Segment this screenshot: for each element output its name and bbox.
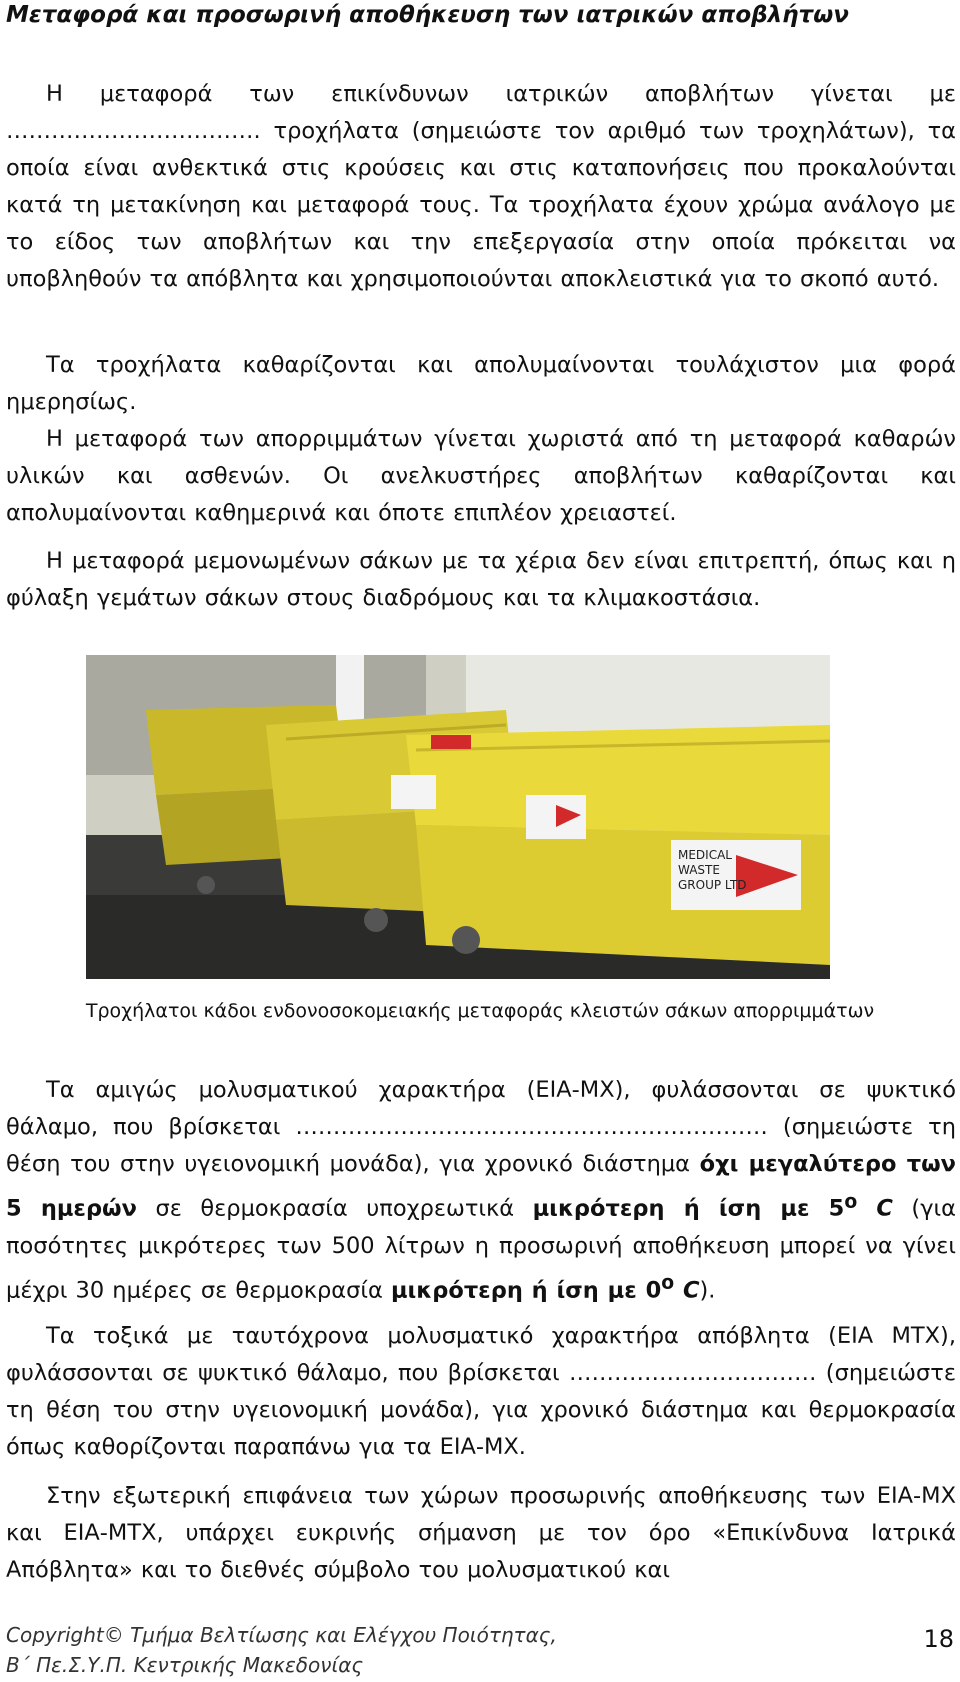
paragraph-signage: Στην εξωτερική επιφάνεια των χώρων προσωρινής αποθήκευσης των ΕΙΑ-ΜΧ και ΕΙΑ-ΜΤΧ, υπάρχει ευκρινής σήμανση με τον όρο «Επικίνδυνα Ιατρικά Απόβλητα» και το διεθνές σύμβολο του μολυσματικού και bbox=[6, 1483, 956, 1583]
bin-label-line3: GROUP LTD bbox=[678, 878, 747, 892]
figure-caption: Τροχήλατοι κάδοι ενδονοσοκομειακής μεταφοράς κλειστών σάκων απορριμμάτων bbox=[85, 1000, 875, 1022]
bin-label-line1: MEDICAL bbox=[678, 848, 732, 862]
footer-line-2: Β΄ Πε.Σ.Υ.Π. Κεντρικής Μακεδονίας bbox=[6, 1653, 364, 1677]
footer-line-1: Copyright© Τμήμα Βελτίωσης και Ελέγχου Ποιότητας, bbox=[6, 1623, 557, 1647]
waste-bins-photo bbox=[86, 655, 830, 979]
footer-copyright bbox=[6, 1620, 557, 1680]
paragraph-infectious-storage: Τα αμιγώς μολυσματικού χαρακτήρα (ΕΙΑ-ΜΧ), φυλάσσονται σε ψυκτικό θάλαμο, που βρίσκεται ……………………………………………………… (σημειώστε τη θέση του στην υγειονομική μονάδα), για χρονικό διάστημα όχι μεγαλύτερο των 5 ημερών σε θερμοκρασία υποχρεωτικά μικρότερη ή ίση με $5^o$ C (για ποσότητες μικρότερες των 500 λίτρων η προσωρινή αποθήκευση μπορεί να γίνει μέχρι 30 ημέρες σε θερμοκρασία μικρότερη ή ίση με $0^o$ C). bbox=[6, 1077, 956, 1303]
page-title: Μεταφορά και προσωρινή αποθήκευση των ιατρικών αποβλήτων bbox=[6, 2, 849, 28]
paragraph-transport: Η μεταφορά των επικίνδυνων ιατρικών αποβλήτων γίνεται με ……………………………. τροχήλατα (σημειώστε τον αριθμό των τροχηλάτων), τα οποία είναι ανθεκτικά στις κρούσεις και στις καταπονήσεις που προκαλούνται κατά τη μετακίνηση και μεταφορά τους. Τα τροχήλατα έχουν χρώμα ανάλογο με το είδος των αποβλήτων και την επεξεργασία στην οποία πρόκειται να υποβληθούν τα απόβλητα και χρησιμοποιούνται αποκλειστικά για το σκοπό αυτό. bbox=[6, 81, 956, 292]
paragraph-manual-transport: Η μεταφορά μεμονωμένων σάκων με τα χέρια δεν είναι επιτρεπτή, όπως και η φύλαξη γεμάτων σάκων στους διαδρόμους και τα κλιμακοστάσια. bbox=[6, 548, 956, 611]
paragraph-cleaning: Τα τροχήλατα καθαρίζονται και απολυμαίνονται τουλάχιστον μια φορά ημερησίως. bbox=[6, 352, 956, 415]
page-number: 18 bbox=[923, 1625, 954, 1653]
bin-label-line2: WASTE bbox=[678, 863, 720, 877]
paragraph-separate-transport: Η μεταφορά των απορριμμάτων γίνεται χωριστά από τη μεταφορά καθαρών υλικών και ασθενών. Οι ανελκυστήρες αποβλήτων καθαρίζονται και απολυμαίνονται καθημερινά και όποτε επιπλέον χρειαστεί. bbox=[6, 426, 956, 526]
paragraph-toxic-storage: Τα τοξικά με ταυτόχρονα μολυσματικό χαρακτήρα απόβλητα (ΕΙΑ ΜΤΧ), φυλάσσονται σε ψυκτικό θάλαμο, που βρίσκεται …………………………… (σημειώστε τη θέση του στην υγειονομική μονάδα), για χρονικό διάστημα και θερμοκρασία όπως καθορίζονται παραπάνω για τα ΕΙΑ-ΜΧ. bbox=[6, 1323, 956, 1460]
